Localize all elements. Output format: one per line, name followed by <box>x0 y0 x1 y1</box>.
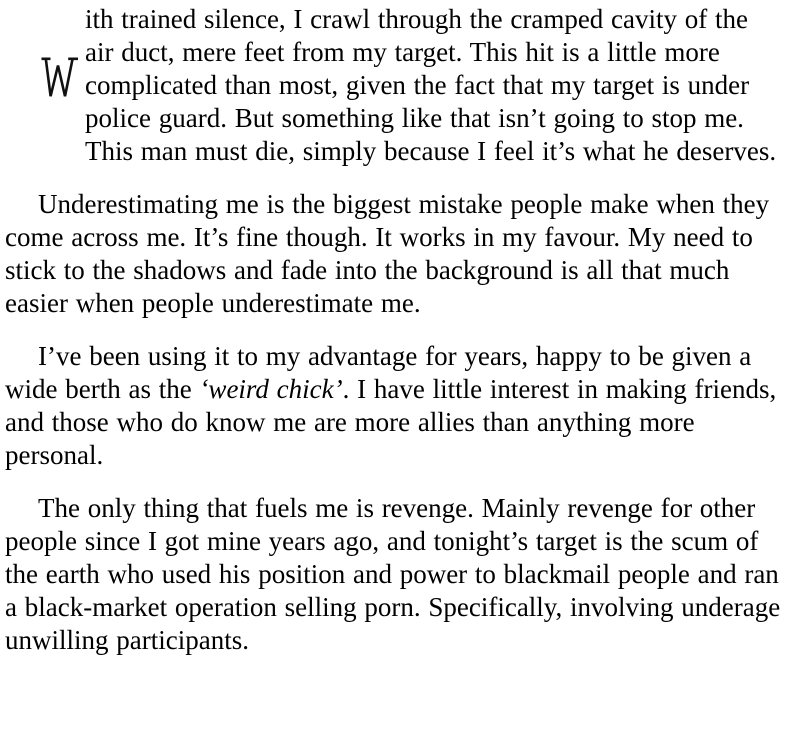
paragraph-1-text: ith trained silence, I crawl through the cramped cavity of the air duct, mere feet from my target. This hit is a little more complicated than most, given the fact that my target is under police guard. But something like that isn’t going to stop me. This man must die, simply because I feel it’s what he deserves. <box>85 4 777 166</box>
dropcap-letter-w <box>41 57 79 98</box>
paragraph-1 <box>5 3 783 168</box>
paragraph-3-italic-phrase: ‘weird chick’ <box>199 374 343 404</box>
paragraph-2: Underestimating me is the biggest mistake people make when they come across me. It’s fine though. It works in my favour. My need to stick to the shadows and fade into the background is all that much easier when people underestimate me. <box>5 189 770 318</box>
paragraph-4: The only thing that fuels me is revenge. Mainly revenge for other people since I got mine years ago, and tonight’s target is the scum of the earth who used his position and power to blackmail people and ran a black-market operation selling porn. Specifically, involving underage unwilling participants. <box>5 493 781 655</box>
dropcap <box>5 3 85 168</box>
paragraph-3 <box>5 340 783 472</box>
paragraph-3-text-before: I’ve been using it to my advantage for years, happy to be given a wide berth as the <box>5 341 752 404</box>
paragraph-3-text-after: . I have little interest in making friends, and those who do know me are more allies than anything more personal. <box>5 374 777 470</box>
